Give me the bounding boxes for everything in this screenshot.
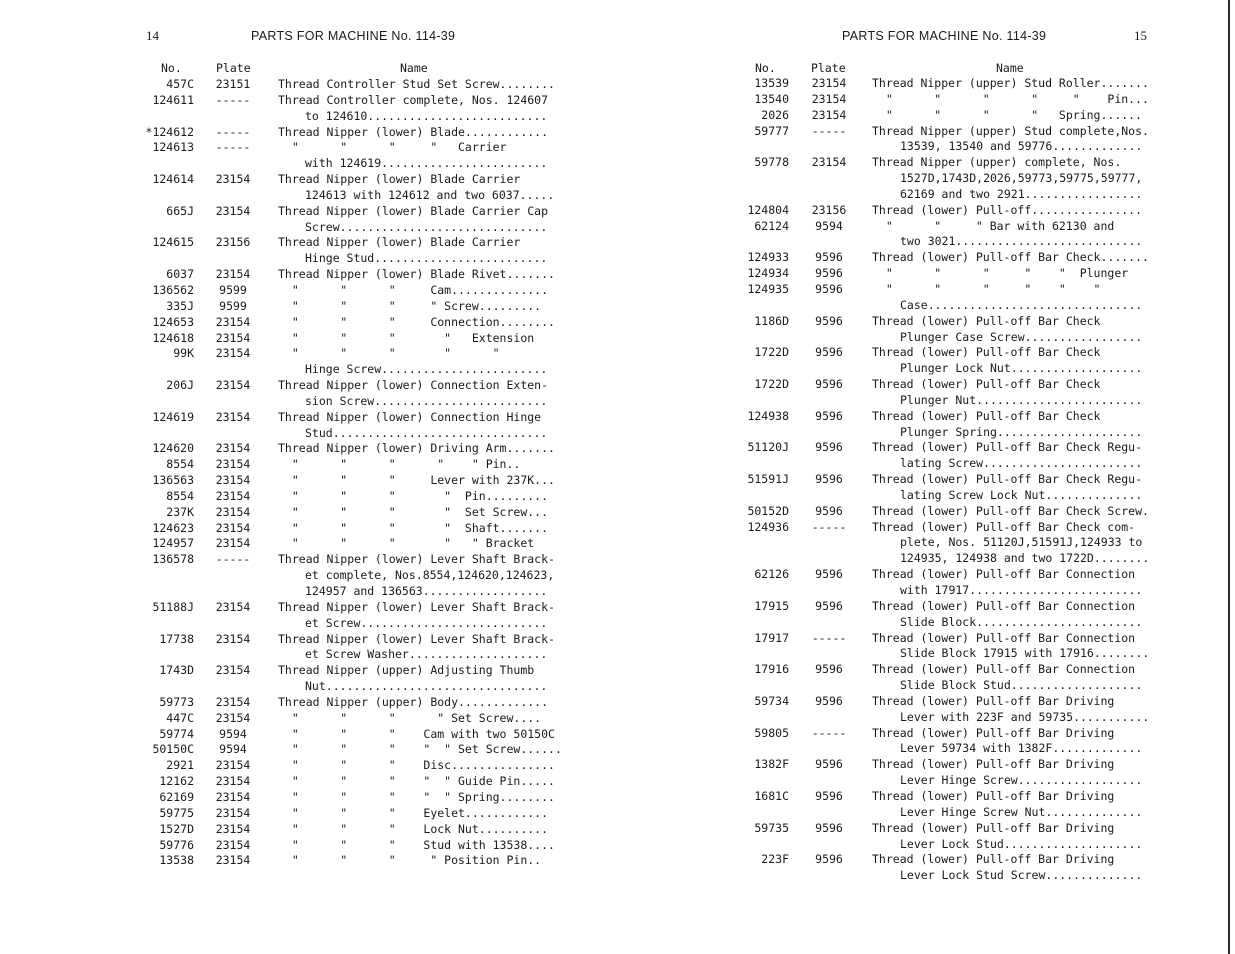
part-number: 124611 [152,92,194,107]
plate-number: 9596 [815,472,843,487]
part-name: Thread Controller complete, Nos. 124607 [278,92,549,107]
col-no-header: No. [755,61,776,75]
part-number: 6037 [166,267,194,282]
col-name-header: Name [996,61,1024,75]
part-number: 124653 [152,314,194,329]
plate-number: 9596 [815,377,843,392]
plate-number: 23154 [215,330,251,345]
list-item-continuation [0,646,1225,662]
list-item-continuation [0,393,1225,409]
part-name: Thread Nipper (lower) Lever Shaft Brack- [278,599,555,614]
plate-number: 9599 [219,282,247,297]
plate-number: ----- [811,630,847,645]
part-number: 59775 [159,805,194,820]
part-number: 124935 [747,281,789,296]
plate-number: 23154 [215,789,251,804]
col-name-header: Name [400,61,428,75]
plate-number: 9596 [815,598,843,613]
plate-number: 9596 [815,820,843,835]
plate-number: 23154 [215,520,251,535]
part-name: Thread Nipper (lower) Blade Rivet....... [278,267,555,282]
list-item-continuation [0,298,1225,314]
part-number: 8554 [166,488,194,503]
list-item [0,155,1225,171]
part-number: 59734 [754,693,789,708]
part-name: Thread (lower) Pull-off Bar Driving [872,820,1115,835]
list-item-continuation [0,805,1225,821]
part-number: 335J [166,298,194,313]
part-name: " " " " Pin......... [278,488,549,503]
plate-number: 23151 [215,77,251,91]
part-number: 237K [166,504,194,519]
part-number: 62124 [754,218,789,233]
left-page-header: PARTS FOR MACHINE No. 114-39 [251,29,456,43]
part-number: 124619 [152,409,194,424]
plate-number: 9596 [815,852,843,867]
part-name: " " " Cam with two 50150C [278,726,555,741]
part-name: Nut................................ [305,679,548,694]
col-no-header: No. [161,61,182,75]
part-name: sion Screw......................... [305,393,548,408]
part-name: Thread (lower) Pull-off Bar Check Regu- [872,440,1143,455]
part-name: Slide Block 17915 with 17916........ [900,646,1150,661]
list-item-continuation [0,678,1225,694]
part-name: Thread (lower) Pull-off................ [872,202,1143,217]
part-name: Hinge Screw........................ [305,362,548,377]
plate-number: 23154 [215,504,251,519]
part-name: Lever Lock Stud.................... [900,836,1143,851]
list-item [0,631,1225,647]
part-number: 124615 [152,235,194,250]
part-name: Thread (lower) Pull-off Bar Connection [872,598,1136,613]
list-item [0,852,1225,868]
plate-number: 23154 [215,409,251,424]
list-item-continuation [0,710,1225,726]
list-item [0,92,1225,108]
part-name: Thread (lower) Pull-off Bar Check [872,313,1101,328]
part-number: 2026 [761,107,789,122]
part-name: et Screw........................... [305,615,548,630]
part-number: 136578 [152,552,194,567]
plate-number: 23154 [215,631,251,646]
part-name: Thread Nipper (upper) Stud complete,Nos. [872,123,1149,138]
list-item-continuation [0,456,1225,472]
part-number: 457C [166,77,194,91]
plate-number: 23154 [215,346,251,361]
part-number: 99K [173,346,194,361]
part-name: Thread Controller Stud Set Screw........ [278,77,555,91]
plate-number: 23154 [215,267,251,282]
part-name: Stud............................... [305,425,548,440]
right-column-headers [0,61,1225,76]
plate-number: 23154 [215,694,251,709]
part-name: Thread (lower) Pull-off Bar Check Screw. [872,503,1149,518]
part-name: " " " " Set Screw.... [278,710,542,725]
part-number: 59778 [754,155,789,170]
part-name: " " " " " Set Screw...... [278,742,562,757]
part-name: Thread (lower) Pull-off Bar Check Regu- [872,472,1143,487]
list-item [0,504,1225,520]
plate-number: ----- [811,519,847,534]
part-name: plete, Nos. 51120J,51591J,124933 to [900,535,1143,550]
list-item [0,124,1225,140]
part-name: " " " " " Guide Pin..... [278,774,555,789]
list-item [0,266,1225,282]
part-name: 13539, 13540 and 59776............. [900,139,1143,154]
part-name: lating Screw....................... [900,456,1143,471]
part-number: 12162 [159,774,194,789]
plate-number: ----- [215,552,251,567]
part-name: " " " " Spring...... [872,107,1143,122]
part-number: 17916 [754,662,789,677]
plate-number: ----- [215,92,251,107]
part-number: 51120J [747,440,789,455]
part-number: 59776 [159,837,194,852]
plate-number: 23154 [215,536,251,551]
page-edge-divider [1228,0,1230,954]
part-name: " " " " " Spring........ [278,789,555,804]
plate-number: 23154 [215,821,251,836]
part-name: " " " " Extension [278,330,535,345]
part-number: 50150C [152,742,194,757]
plate-number: 23154 [215,378,251,393]
part-number: 124934 [747,266,789,281]
list-item-continuation [0,330,1225,346]
part-number: 51591J [747,472,789,487]
part-number: 124613 [152,140,194,155]
list-item [0,108,1225,124]
part-name: " " " " " " [872,281,1101,296]
part-number: 1722D [754,345,789,360]
part-number: 124936 [747,519,789,534]
list-item-continuation [0,425,1225,441]
list-item-continuation [0,583,1225,599]
part-name: Thread (lower) Pull-off Bar Connection [872,662,1136,677]
part-name: Thread (lower) Pull-off Bar Driving [872,788,1115,803]
list-item-continuation [0,488,1225,504]
part-name: Lever Lock Stud Screw.............. [900,868,1143,883]
plate-number: 23154 [215,172,251,187]
plate-number: 9596 [815,408,843,423]
part-number: 17738 [159,631,194,646]
part-name: 1527D,1743D,2026,59773,59775,59777, [900,171,1143,186]
part-number: 59777 [754,123,789,138]
part-name: Thread (lower) Pull-off Bar Check [872,345,1101,360]
part-name: Thread Nipper (lower) Connection Exten- [278,378,549,393]
plate-number: 9599 [219,298,247,313]
plate-number: 9596 [815,757,843,772]
part-number: 8554 [166,457,194,472]
plate-number: ----- [811,725,847,740]
part-name: Thread (lower) Pull-off Bar Driving [872,693,1115,708]
plate-number: 23154 [811,76,847,90]
part-name: Thread Nipper (lower) Lever Shaft Brack- [278,631,555,646]
plate-number: 23154 [811,91,847,106]
part-name: " " " Lock Nut.......... [278,821,549,836]
col-plate-header: Plate [216,61,251,75]
list-item-continuation [0,837,1225,853]
left-page-number: 14 [146,28,159,43]
list-item [0,821,1225,837]
part-number: 1186D [754,313,789,328]
list-item [0,440,1225,456]
part-number: 17915 [754,598,789,613]
plate-number: 9596 [815,662,843,677]
part-name: Thread Nipper (lower) Blade Carrier [278,235,521,250]
plate-number: 23154 [811,155,847,170]
part-name: with 124619........................ [305,156,548,171]
part-number: 59773 [159,694,194,709]
part-name: " " " " " Plunger [872,266,1129,281]
part-number: 223F [761,852,789,867]
part-number: 124933 [747,250,789,265]
plate-number: 23154 [215,457,251,472]
part-name: Hinge Stud......................... [305,251,548,266]
part-name: Thread Nipper (upper) complete, Nos. [872,155,1122,170]
list-item [0,409,1225,425]
part-number: 206J [166,378,194,393]
right-parts-list [0,76,1225,884]
part-name: to 124610.......................... [305,108,548,123]
plate-number: ----- [215,124,251,139]
plate-number: 9594 [219,726,247,741]
part-name: Thread Nipper (upper) Body............. [278,694,549,709]
part-name: 124957 and 136563.................. [305,584,548,598]
part-name: Thread (lower) Pull-off Bar Check....... [872,250,1149,265]
plate-number: 23154 [215,599,251,614]
part-name: Lever Hinge Screw Nut.............. [900,804,1143,819]
part-number: 124804 [747,202,789,217]
plate-number: 23154 [215,758,251,773]
right-page-number: 15 [1134,28,1147,43]
part-name: Thread Nipper (lower) Blade............ [278,124,549,139]
list-item [0,250,1225,266]
plate-number: 9596 [815,503,843,518]
plate-number: 23154 [215,203,251,218]
plate-number: 23154 [215,837,251,852]
list-item [0,472,1225,488]
list-item-continuation [0,551,1225,567]
plate-number: 9594 [219,742,247,757]
list-item-continuation [0,139,1225,155]
list-item-continuation [0,187,1225,203]
part-number: 136562 [152,282,194,297]
list-item [0,757,1225,773]
part-number: 50152D [747,503,789,518]
part-number: 13538 [159,853,194,868]
list-item-continuation [0,615,1225,631]
list-item [0,314,1225,330]
list-item [0,345,1225,361]
part-number: 59735 [754,820,789,835]
part-number: 665J [166,203,194,218]
part-name: " " " " " Pin... [872,91,1149,106]
plate-number: 23154 [215,441,251,456]
part-name: " " " " Position Pin.. [278,853,542,868]
list-item [0,694,1225,710]
plate-number: ----- [215,140,251,155]
part-name: " " " Cam.............. [278,282,549,297]
list-item [0,76,1225,92]
plate-number: 23154 [215,663,251,678]
part-number: 124618 [152,330,194,345]
part-name: Plunger Nut........................ [900,392,1143,407]
part-number: 17917 [754,630,789,645]
plate-number: 9596 [815,266,843,281]
plate-number: 23154 [215,774,251,789]
part-name: Plunger Spring..................... [900,424,1143,439]
plate-number: 9596 [815,345,843,360]
plate-number: 9596 [815,440,843,455]
part-name: 124613 with 124612 and two 6037..... [305,187,555,202]
part-number: 51188J [152,599,194,614]
part-name: Thread Nipper (upper) Adjusting Thumb [278,663,535,678]
list-item [0,726,1225,742]
list-item-continuation [0,773,1225,789]
part-number: 2921 [166,758,194,773]
plate-number: 9596 [815,313,843,328]
part-number: 1722D [754,377,789,392]
plate-number: 23154 [215,710,251,725]
list-item [0,520,1225,536]
part-name: Lever with 223F and 59735........... [900,709,1150,724]
list-item [0,789,1225,805]
part-name: Screw.............................. [305,219,548,234]
plate-number: 23154 [215,473,251,488]
part-name: Plunger Lock Nut................... [900,361,1143,376]
part-name: et Screw Washer.................... [305,647,548,662]
part-name: " " " " " [278,346,500,361]
list-item [0,567,1225,583]
part-name: two 3021........................... [900,234,1143,249]
part-name: " " " " " Bracket [278,536,535,551]
part-number: 124620 [152,441,194,456]
list-item [0,662,1225,678]
part-name: 124935, 124938 and two 1722D........ [900,551,1150,566]
part-number: 124614 [152,172,194,187]
part-number: 1681C [754,788,789,803]
part-number: 59774 [159,726,194,741]
list-item [0,377,1225,393]
part-name: " " " Lever with 237K... [278,473,555,488]
part-name: " " " " Carrier [278,140,507,155]
part-name: Thread (lower) Pull-off Bar Check com- [872,519,1136,534]
plate-number: ----- [811,123,847,138]
list-item [0,282,1225,298]
part-name: Slide Block Stud................... [900,678,1143,693]
part-name: Lever Hinge Screw.................. [900,773,1143,788]
plate-number: 23154 [215,853,251,868]
list-item-continuation [0,361,1225,377]
part-name: Thread (lower) Pull-off Bar Check [872,408,1101,423]
plate-number: 9594 [815,218,843,233]
part-name: Thread Nipper (lower) Driving Arm....... [278,441,555,456]
part-name: Thread (lower) Pull-off Bar Connection [872,630,1136,645]
part-number: 1527D [159,821,194,836]
part-name: " " " " Set Screw... [278,504,549,519]
part-name: Thread Nipper (lower) Lever Shaft Brack- [278,552,555,567]
part-number: 13540 [754,91,789,106]
part-name: " " " Stud with 13538.... [278,837,555,852]
plate-number: 23154 [215,314,251,329]
list-item [0,219,1225,235]
list-item-continuation [0,171,1225,187]
plate-number: 9596 [815,281,843,296]
part-number: 124957 [152,536,194,551]
part-name: 62169 and two 2921................. [900,186,1143,201]
list-item-continuation [0,234,1225,250]
part-number: 59805 [754,725,789,740]
plate-number: 23154 [215,488,251,503]
part-name: Thread Nipper (upper) Stud Roller....... [872,76,1149,90]
part-name: lating Screw Lock Nut.............. [900,487,1143,502]
part-name: " " " Bar with 62130 and [872,218,1115,233]
part-name: Thread (lower) Pull-off Bar Driving [872,852,1115,867]
part-name: Thread Nipper (lower) Blade Carrier Cap [278,203,549,218]
list-item-continuation [0,868,1225,884]
part-name: et complete, Nos.8554,124620,124623, [305,568,555,583]
plate-number: 9596 [815,693,843,708]
part-name: Thread (lower) Pull-off Bar Driving [872,725,1115,740]
part-number: 1743D [159,663,194,678]
plate-number: 23156 [811,202,847,217]
part-name: " " " Disc............... [278,758,555,773]
part-name: with 17917......................... [900,583,1143,597]
part-name: " " " " Screw......... [278,298,542,313]
part-name: " " " Connection........ [278,314,555,329]
part-number: 1382F [754,757,789,772]
part-name: " " " " " Pin.. [278,457,521,472]
part-name: Thread (lower) Pull-off Bar Connection [872,567,1136,582]
list-item-continuation [0,535,1225,551]
part-name: Case............................... [900,297,1143,312]
part-number: 13539 [754,76,789,90]
plate-number: 23156 [215,235,251,250]
part-name: Thread Nipper (lower) Blade Carrier [278,172,521,187]
part-name: Lever 59734 with 1382F............. [900,741,1143,756]
part-number: 124938 [747,408,789,423]
list-item-continuation [0,741,1225,757]
part-name: Thread (lower) Pull-off Bar Driving [872,757,1115,772]
plate-number: 23154 [811,107,847,122]
part-name: Plunger Case Screw................. [900,329,1143,344]
part-name: Slide Block........................ [900,614,1143,629]
plate-number: 23154 [215,805,251,820]
part-number: 447C [166,710,194,725]
plate-number: 9596 [815,567,843,582]
part-number: 62169 [159,789,194,804]
part-name: Thread (lower) Pull-off Bar Check [872,377,1101,392]
part-number: 124623 [152,520,194,535]
part-number: *124612 [145,124,194,139]
list-item [0,599,1225,615]
part-name: " " " " Shaft....... [278,520,549,535]
plate-number: 9596 [815,250,843,265]
list-item [0,203,1225,219]
right-page-header: PARTS FOR MACHINE No. 114-39 [842,29,1047,43]
part-number: 62126 [754,567,789,582]
plate-number: 9596 [815,788,843,803]
part-number: 136563 [152,473,194,488]
col-plate-header: Plate [811,61,846,75]
part-name: " " " Eyelet............ [278,805,549,820]
part-name: Thread Nipper (lower) Connection Hinge [278,409,542,424]
